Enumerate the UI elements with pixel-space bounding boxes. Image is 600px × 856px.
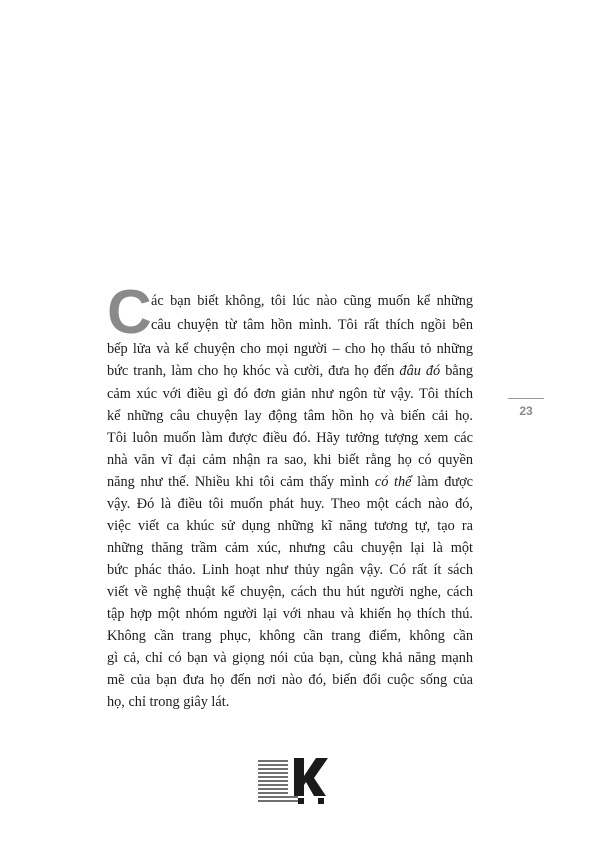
text-line: mẽ của bạn đưa họ đến nơi nào đó, biến đổi cuộc sống của [107, 672, 473, 688]
text-line: cảm xúc với điều gì đó đơn giản như ngôn từ vậy. Tôi thích [107, 386, 473, 402]
page-number-rule [508, 398, 544, 399]
text-line: câu chuyện từ tâm hồn mình. Tôi rất thích ngồi bên [151, 317, 473, 333]
publisher-logo-icon [258, 756, 330, 804]
text-line: gì cả, chỉ có bạn và giọng nói của bạn, cùng khả năng mạnh [107, 650, 473, 666]
text-line: kể những câu chuyện lay động tâm hồn họ và biến cải họ. [107, 408, 473, 424]
page-number: 23 [519, 404, 533, 418]
text-line: viết về nghệ thuật kể chuyện, cách thu hút người nghe, cách [107, 584, 473, 600]
text-line: vậy. Đó là điều tôi muốn phát huy. Theo một cách nào đó, [107, 496, 473, 512]
text-line: nhà văn vĩ đại cảm nhận ra sao, khi biết rằng họ có quyền [107, 452, 473, 468]
text-line: họ, chỉ trong giây lát. [107, 694, 230, 710]
text-line: bức phác thảo. Linh hoạt như thủy ngân vậy. Có rất ít sách [107, 562, 473, 578]
text-line: những thăng trầm cảm xúc, nhưng câu chuyện lại là một [107, 540, 473, 556]
text-line: năng như thế. Nhiều khi tôi cảm thấy mình có thể làm được [107, 474, 473, 490]
text-line: ác bạn biết không, tôi lúc nào cũng muốn kể những [151, 293, 473, 309]
text-line: Tôi luôn muốn làm được điều đó. Hãy tưởng tượng xem các [107, 430, 473, 446]
text-line: bức tranh, làm cho họ khóc và cười, đưa họ đến đâu đó bằng [107, 363, 473, 379]
text-line: Không cần trang phục, không cần trang điểm, không cần [107, 628, 473, 644]
text-line: bếp lửa và kể chuyện cho mọi người – cho họ thấu tỏ những [107, 341, 473, 357]
text-line: việc viết ca khúc sử dụng những kĩ năng tương tự, tạo ra [107, 518, 473, 534]
drop-cap: C [107, 278, 152, 347]
text-line: tập hợp một nhóm người lại với nhau và khiến họ thích thú. [107, 606, 473, 622]
